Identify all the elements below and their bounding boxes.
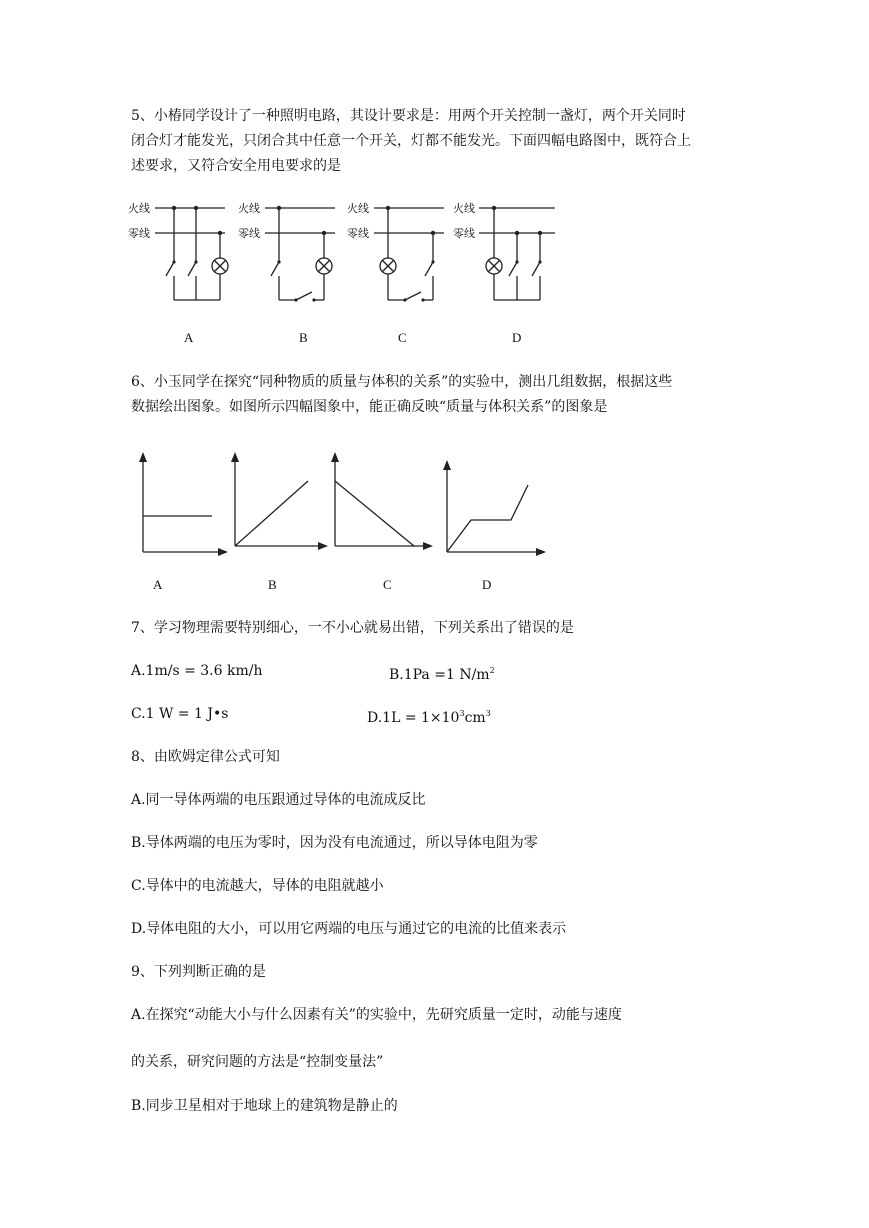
q5-stem-line2: 闭合灯才能发光，只闭合其中任意一个开关，灯都不能发光。下面四幅电路图中，既符合上 [131,133,691,149]
neutral-wire-label-b: 零线 [238,228,260,240]
q5-label-b: B [299,330,308,345]
q6-label-a: A [153,577,163,592]
q9-option-b: B.同步卫星相对于地球上的建筑物是静止的 [131,1098,398,1114]
q9-stem: 9、下列判断正确的是 [131,964,266,980]
fire-wire-label-a: 火线 [128,203,150,215]
neutral-wire-label-c: 零线 [347,228,369,240]
q6-stem-line1: 6、小玉同学在探究“同种物质的质量与体积的关系”的实验中，测出几组数据，根据这些 [131,374,673,390]
fire-wire-label-b: 火线 [238,203,260,215]
q8-stem: 8、由欧姆定律公式可知 [131,749,280,765]
q8-option-c: C.导体中的电流越大，导体的电阻就越小 [131,878,384,894]
fire-wire-label-d: 火线 [453,203,475,215]
neutral-wire-label-d: 零线 [453,228,475,240]
q6-label-d: D [482,577,492,592]
q5-stem-line1: 5、小椿同学设计了一种照明电路，其设计要求是：用两个开关控制一盏灯，两个开关同时 [131,108,686,124]
q9-option-a-line1: A.在探究“动能大小与什么因素有关”的实验中，先研究质量一定时，动能与速度 [131,1007,622,1023]
q7-option-c: C.1 W = 1 J•s [131,706,229,722]
q7-option-a: A.1m/s = 3.6 km/h [131,663,263,679]
q8-option-d: D.导体电阻的大小，可以用它两端的电压与通过它的电流的比值来表示 [131,921,567,937]
q6-stem-line2: 数据绘出图象。如图所示四幅图象中，能正确反映“质量与体积关系”的图象是 [131,399,608,415]
neutral-wire-label-a: 零线 [128,228,150,240]
q7-option-d: $D.1L = 1\times 10^3cm^3$ [367,709,491,726]
q7-option-b: B.1Pa =1 $N/m^2$ [389,666,495,683]
q6-label-b: B [268,577,277,592]
q5-label-d: D [512,330,522,345]
q5-stem-line3: 述要求，又符合安全用电要求的是 [131,158,341,174]
q5-label-c: C [398,330,407,345]
q6-label-c: C [383,577,392,592]
fire-wire-label-c: 火线 [347,203,369,215]
q5-label-a: A [184,330,194,345]
q7-stem: 7、学习物理需要特别细心，一不小心就易出错，下列关系出了错误的是 [131,620,574,636]
q9-option-a-line2: 的关系，研究问题的方法是“控制变量法” [131,1054,384,1070]
q8-option-a: A.同一导体两端的电压跟通过导体的电流成反比 [131,792,426,808]
q8-option-b: B.导体两端的电压为零时，因为没有电流通过，所以导体电阻为零 [131,835,538,851]
